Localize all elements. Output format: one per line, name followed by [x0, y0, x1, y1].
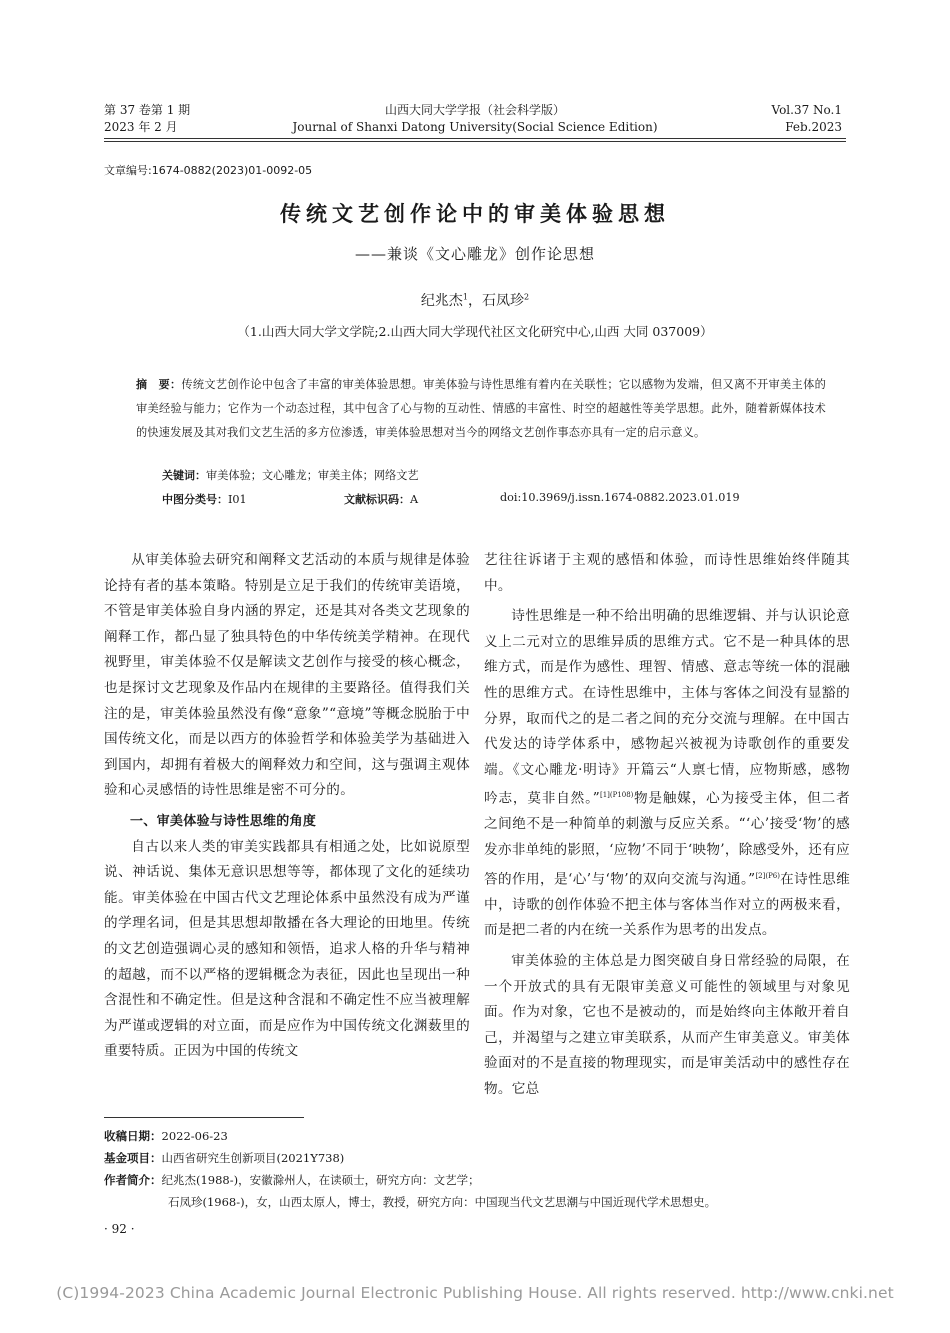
keywords [162, 467, 419, 483]
doi: doi:10.3969/j.issn.1674-0882.2023.01.019 [500, 491, 740, 504]
paragraph-text: 诗性思维是一种不给出明确的思维逻辑、并与认识论意义上二元对立的思维异质的思维方式。它不是一种具体的思维方式，而是作为感性、理智、情感、意志等统一体的混融性的思维方式。在诗性思维中，主体与客体之间没有显豁的分界，取而代之的是二者之间的充分交流与理解。在中国古代发达的诗学体系中，感物起兴被视为诗歌创作的重要发端。《文心雕龙·明诗》开篇云“人禀七情，应物斯感，感物吟志，莫非自然。” [484, 608, 850, 807]
body-paragraph: 自古以来人类的审美实践都具有相通之处，比如说原型说、神话说、集体无意识思想等等，都体现了文化的延续功能。审美体验在中国古代文艺理论体系中虽然没有成为严谨的学理名词，但是其思想却散播在各大理论的田地里。传统的文艺创造强调心灵的感知和领悟，追求人格的升华与精神的超越，而不以严格的逻辑概念为表征，因此也呈现出一种含混性和不确定性。但是这种含混和不确定性不应当被理解为严谨或逻辑的对立面，而是应作为中国传统文化渊薮里的重要特质。正因为中国的传统文 [104, 838, 470, 1060]
header-date: 2023 年 2 月 [104, 120, 178, 134]
citation-mark: [1](P108) [599, 791, 634, 800]
header-vol-en [772, 102, 843, 136]
article-number: 文章编号:1674-0882(2023)01-0092-05 [104, 164, 313, 177]
abstract-text: 传统文艺创作论中包含了丰富的审美体验思想。审美体验与诗性思维有着内在关联性；它以感物为发端，但又离不开审美主体的审美经验与能力；它作为一个动态过程，其中包含了心与物的互动性、情感的丰富性、时空的超越性等美学思想。此外，随着新媒体技术的快速发展及其对我们文艺生活的多方位渗透，审美体验思想对当今的网络文艺创作事态亦具有一定的启示意义。 [136, 378, 826, 439]
author-name: 石凤珍 [482, 293, 524, 309]
body-paragraph: 艺往往诉诸于主观的感悟和体验，而诗性思维始终伴随其中。 [484, 552, 850, 594]
paragraph-text: 在诗性思维中，诗歌的创作体验不把主体与客体当作对立的两极来看，而是把二者的内在统一关系作为思考的出发点。 [484, 871, 850, 939]
header-rule-top [104, 138, 846, 139]
author-bio [104, 1169, 480, 1191]
clc-label: 中图分类号： [162, 493, 228, 506]
author-name: 纪兆杰 [420, 293, 463, 309]
bio-label: 作者简介： [104, 1173, 162, 1187]
fund-value: 山西省研究生创新项目(2021Y738) [161, 1151, 345, 1165]
bio-author1: 纪兆杰(1988-)，安徽滁州人，在读硕士，研究方向：文艺学； [161, 1173, 480, 1187]
author-separator: ， [468, 293, 482, 309]
header-month: Feb.2023 [785, 120, 842, 134]
body-column-right [484, 548, 850, 1103]
paragraph-text: 物是触媒，心为接受主体，但二者之间绝不是一种简单的刺激与反应关系。“‘心’接受‘物’的感发亦非单纯的影照，‘应物’不同于‘映物’，除感受外，还有应答的作用，是‘心’与‘物’的双向交流与沟通。” [484, 790, 850, 888]
abstract-label: 摘 要： [136, 378, 182, 391]
body-paragraph [484, 604, 850, 944]
header-volume: 第 37 卷第 1 期 [104, 103, 191, 117]
author-affil-mark: 2 [524, 292, 530, 302]
page-number: · 92 · [104, 1222, 135, 1236]
body-paragraph: 从审美体验去研究和阐释文艺活动的本质与规律是体验论持有者的基本策略。特别是立足于我们的传统审美语境，不管是审美体验自身内涵的界定，还是其对各类文艺现象的阐释工作，都凸显了独具特色的中华传统美学精神。在现代视野里，审美体验不仅是解读文艺创作与接受的核心概念，也是探讨文艺现象及作品内在规律的主要路径。值得我们关注的是，审美体验虽然没有像“意象”“意境”等概念脱胎于中国传统文化，而是以西方的体验哲学和体验美学为基础进入到国内，却拥有着极大的阐释效力和空间，这与强调主观体验和心灵感悟的诗性思维是密不可分的。 [104, 552, 470, 799]
header-journal [290, 102, 660, 136]
abstract [136, 373, 826, 445]
footnote-rule [104, 1117, 304, 1118]
paper-subtitle: ——兼谈《文心雕龙》创作论思想 [354, 245, 595, 263]
header-rule-bottom [104, 141, 846, 142]
affiliation: （1.山西大同大学文学院;2.山西大同大学现代社区文化研究中心,山西 大同 037009） [237, 324, 713, 339]
received-date [104, 1125, 228, 1147]
header-journal-en: Journal of Shanxi Datong University(Social Science Edition) [292, 120, 658, 134]
header-volume-issue [104, 102, 190, 136]
received-label: 收稿日期： [104, 1129, 162, 1143]
body-column-left [104, 548, 470, 1065]
fund-label: 基金项目： [104, 1151, 162, 1165]
clc-value: I01 [228, 493, 247, 506]
received-value: 2022-06-23 [161, 1129, 228, 1143]
author-affil-mark: 1 [462, 292, 468, 302]
header-vol-no: Vol.37 No.1 [771, 103, 842, 117]
doc-code-label: 文献标识码： [344, 493, 410, 506]
paper-title: 传统文艺创作论中的审美体验思想 [280, 202, 670, 226]
section-heading: 一、审美体验与诗性思维的角度 [130, 813, 317, 829]
doc-code-group [344, 491, 418, 507]
author-line [104, 290, 846, 310]
keywords-text: 审美体验；文心雕龙；审美主体；网络文艺 [206, 469, 419, 482]
doc-code-value: A [410, 493, 419, 506]
copyright-notice: (C)1994-2023 China Academic Journal Electronic Publishing House. All rights reserved. http://www.cnki.net [56, 1284, 894, 1302]
fund-project [104, 1147, 344, 1169]
author-bio-second: 石凤珍(1968-)，女，山西太原人，博士，教授，研究方向：中国现当代文艺思潮与中国近现代学术思想史。 [168, 1195, 717, 1209]
body-paragraph: 审美体验的主体总是力图突破自身日常经验的局限，在一个开放式的具有无限审美意义可能性的领域里与对象见面。作为对象，它也不是被动的，而是始终向主体敞开着自己，并渴望与之建立审美联系，从而产生审美意义。审美体验面对的不是直接的物理现实，而是审美活动中的感性存在物。它总 [484, 952, 850, 1097]
header-journal-cn: 山西大同大学学报（社会科学版） [384, 103, 565, 117]
citation-mark: [2](P6) [755, 871, 780, 880]
keywords-label: 关键词： [162, 469, 206, 482]
clc-group [162, 491, 247, 507]
